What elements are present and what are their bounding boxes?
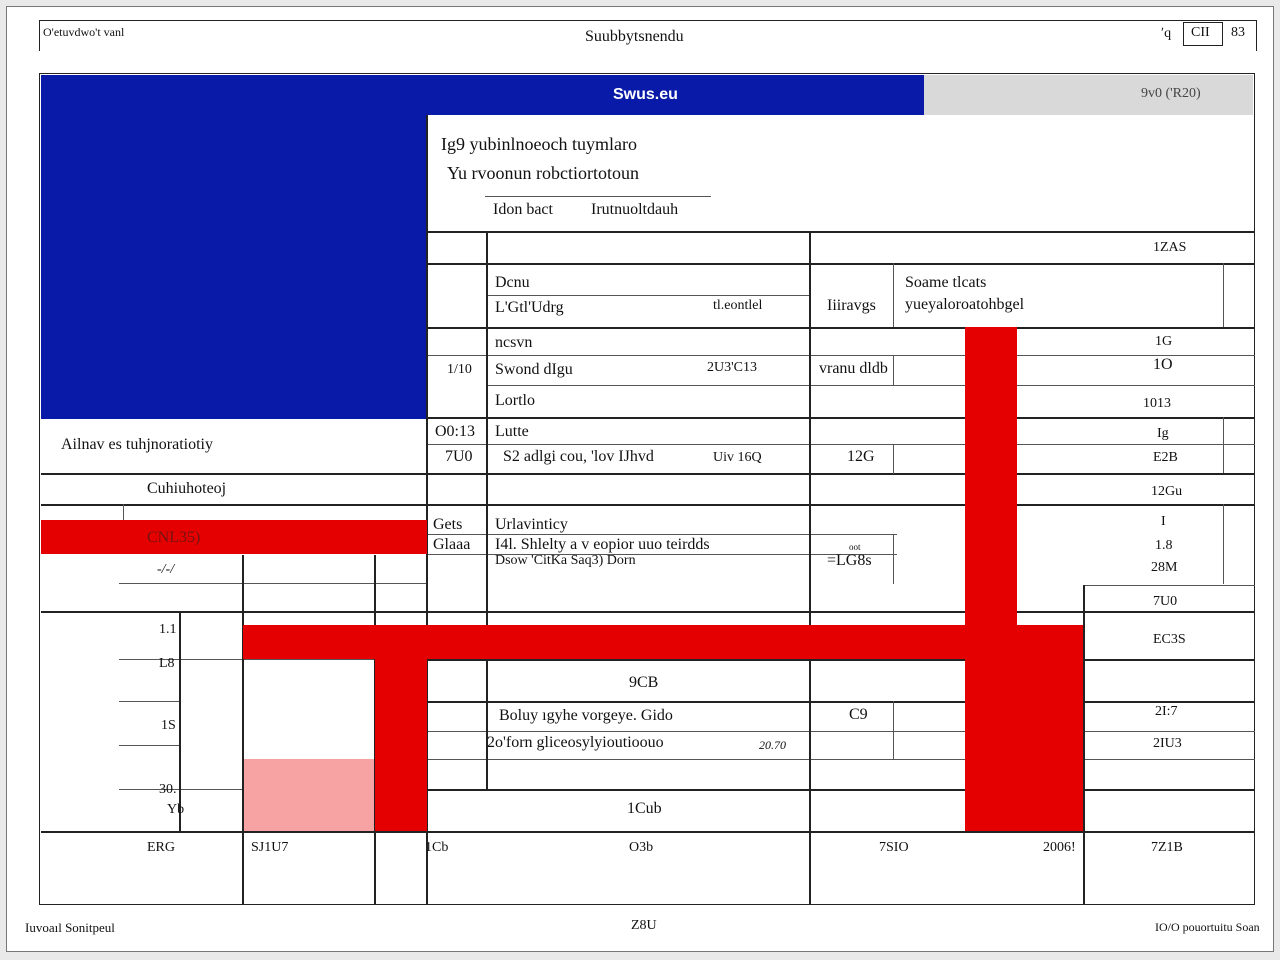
intro-col-b: Irutnuoltdauh <box>591 201 679 218</box>
grid-line <box>41 504 1255 506</box>
cell: Glaaa <box>433 536 471 553</box>
grid-line <box>893 701 894 759</box>
cell: 12G <box>847 448 875 465</box>
cell: 20.70 <box>759 738 786 752</box>
axis-tick-label: 1.1 <box>159 622 177 637</box>
cell: 1013 <box>1143 396 1171 411</box>
red-bar-vertical-left <box>375 659 427 831</box>
cell: Soame tlcats <box>905 274 987 291</box>
grid-line <box>1223 417 1224 473</box>
grid-line <box>427 355 1255 356</box>
grid-line <box>427 417 1255 419</box>
red-block-right <box>1017 659 1083 831</box>
blue-block <box>41 75 427 419</box>
grid-line <box>487 295 809 296</box>
grid-line <box>809 231 811 905</box>
left-caption: Ailnav es tuhjnoratiotiy <box>61 436 213 453</box>
cell: O0:13 <box>435 423 475 440</box>
cell: tl.eontlel <box>713 298 763 313</box>
axis-tick-line <box>119 583 427 584</box>
grid-line <box>41 611 1255 613</box>
grid-line <box>427 731 1255 732</box>
cell: Lortlo <box>495 392 535 409</box>
red-bar-label: CNL35) <box>147 529 201 546</box>
axis-tick-line <box>119 745 179 746</box>
cell: 2o'forn gliceosylyioutioouo <box>487 734 664 751</box>
footer-cell: O3b <box>629 840 654 855</box>
cell: 1O <box>1153 356 1173 373</box>
grid-line <box>427 659 1255 661</box>
grey-banner <box>924 75 1253 115</box>
cell: yueyaloroatohbgel <box>905 296 1025 313</box>
header-mark: ʹq <box>1161 26 1172 41</box>
header-box-1-label: CII <box>1191 25 1210 40</box>
cell: Swond dIgu <box>495 361 573 378</box>
grid-line <box>1083 585 1085 905</box>
cell: L'Gtl'Udrg <box>495 299 564 316</box>
grid-line <box>893 534 894 584</box>
page-footer-left: Iuvoaıl Sonitpeul <box>25 920 115 935</box>
pink-block <box>244 759 374 831</box>
cell: EC3S <box>1153 632 1186 647</box>
axis-line <box>179 611 181 831</box>
grid-line <box>893 444 894 474</box>
footer-cell: ERG <box>147 840 175 855</box>
axis-tick-label: 30. <box>159 782 177 797</box>
cell: 1ZAS <box>1153 240 1187 255</box>
grid-line <box>242 555 244 905</box>
grid-line <box>487 385 1255 386</box>
footer-cell: 1Cb <box>425 840 449 855</box>
cell: Boluy ıgyhe vorgeye. Gido <box>499 707 673 724</box>
cell: Uiv 16Q <box>713 450 762 465</box>
left-mark: -/-/ <box>157 562 175 577</box>
cell: =LG8s <box>827 552 872 569</box>
cell: 2U3'C13 <box>707 360 757 375</box>
grid-line <box>1223 504 1224 584</box>
cell: 1.8 <box>1155 538 1173 553</box>
grid-line <box>1223 263 1224 327</box>
cell: Urlavinticy <box>495 516 568 533</box>
cell: Dcnu <box>495 274 530 291</box>
document-title: Suubbytsnendu <box>585 28 684 45</box>
cell: 9CB <box>629 674 659 691</box>
grid-line <box>427 231 1255 233</box>
cell: vranu dldb <box>819 360 888 377</box>
grid-line <box>427 701 1255 703</box>
intro-line-2: Yu rvoonun robctiortotoun <box>447 163 639 183</box>
page-footer-right: IO/O pouortuitu Soan <box>1155 920 1260 934</box>
footer-cell: SJ1U7 <box>251 840 289 855</box>
grid-line <box>427 534 897 535</box>
axis-tick-label: 1S <box>161 718 176 733</box>
grid-line <box>893 263 894 327</box>
banner-label: Swus.eu <box>613 86 678 103</box>
grid-line <box>486 231 488 789</box>
header-left-label: O'etuvdwo't vanl <box>43 25 125 39</box>
grid-line <box>1083 585 1255 586</box>
cell: C9 <box>849 706 868 723</box>
cell: 2IU3 <box>1153 736 1182 751</box>
cell: Ig <box>1157 426 1169 441</box>
cell: I <box>1161 514 1166 529</box>
grid-line <box>427 759 1255 760</box>
cell: oot <box>849 542 861 552</box>
grid-line <box>893 355 894 385</box>
cell: 1/10 <box>447 362 472 377</box>
grid-line <box>41 831 1255 833</box>
header-box-2-label: 83 <box>1231 25 1245 40</box>
cell: 12Gu <box>1151 484 1183 499</box>
footer-cell: 7SIO <box>879 840 909 855</box>
cell: S2 adlgi cou, 'lov IJhvd <box>503 448 654 465</box>
cell: E2B <box>1153 450 1178 465</box>
intro-divider <box>485 196 711 197</box>
red-bar-horizontal <box>243 625 1083 659</box>
intro-col-a: Idon bact <box>493 201 553 218</box>
cell: I4l. Shlelty a v eopior uuo teirdds <box>495 536 710 553</box>
cell: Gets <box>433 516 463 533</box>
axis-tick-line <box>119 701 179 702</box>
document-page <box>6 6 1274 952</box>
cell: 1G <box>1155 334 1173 349</box>
footer-cell: 7Z1B <box>1151 840 1183 855</box>
cell: Lutte <box>495 423 529 440</box>
cell: Dsow 'CitKa Saq3) Dorn <box>495 553 636 568</box>
cell: Iiiravgs <box>827 297 876 314</box>
grid-line <box>427 789 1255 791</box>
axis-tick-label: Yb <box>167 802 185 817</box>
grid-line <box>427 327 1255 329</box>
page-number: Z8U <box>631 918 657 933</box>
red-bar-vertical-right <box>965 327 1017 831</box>
cell: 7U0 <box>1153 594 1178 609</box>
left-subcaption: Cuhiuhoteoj <box>147 480 227 497</box>
cell: 1Cub <box>627 800 662 817</box>
cell: ncsvn <box>495 334 533 351</box>
axis-tick-label: L8 <box>159 656 175 671</box>
cell: 7U0 <box>445 448 473 465</box>
grid-line <box>41 473 1255 475</box>
grid-line <box>427 444 1255 445</box>
cell: 2I:7 <box>1155 704 1178 719</box>
grid-line <box>427 263 1255 265</box>
banner-right-label: 9v0 ('R20) <box>1141 86 1201 101</box>
intro-line-1: Ig9 yubinlnoeoch tuymlaro <box>441 134 637 154</box>
red-bar-left <box>41 520 427 554</box>
footer-cell: 2006! <box>1043 840 1076 855</box>
cell: 28M <box>1151 560 1178 575</box>
